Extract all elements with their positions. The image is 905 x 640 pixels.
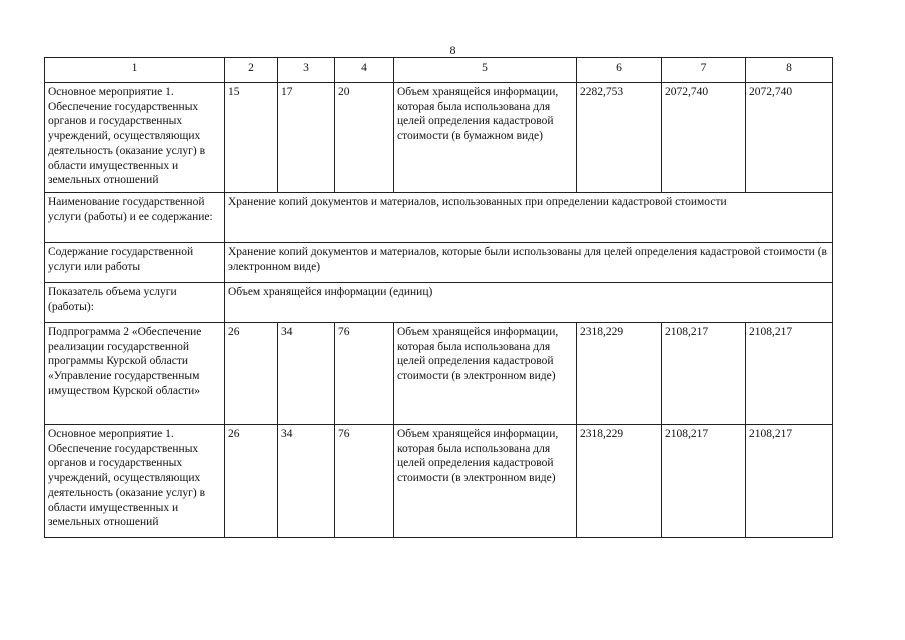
value-cell: 2108,217: [746, 425, 833, 538]
table-row: [45, 323, 833, 425]
value-cell: 34: [278, 323, 335, 425]
value-cell: 2108,217: [662, 425, 746, 538]
table-row: [45, 243, 833, 283]
row-label: Показатель объема услуги (работы):: [45, 283, 225, 323]
value-cell: 2282,753: [577, 83, 662, 193]
row-text: Объем хранящейся информации (единиц): [225, 283, 833, 323]
row-label: Наименование государственной услуги (работы) и ее содержание:: [45, 193, 225, 243]
value-cell: 2108,217: [746, 323, 833, 425]
table-row: [45, 283, 833, 323]
header-row: [45, 58, 833, 83]
indicator-cell: Объем хранящейся информации, которая была использована для целей определения кадастровой стоимости (в бумажном виде): [394, 83, 577, 193]
value-cell: 2318,229: [577, 323, 662, 425]
value-cell: 34: [278, 425, 335, 538]
value-cell: 26: [225, 323, 278, 425]
header-cell: 2: [225, 58, 278, 83]
activity-cell: Подпрограмма 2 «Обеспечение реализации государственной программы Курской области «Управление государственным имуществом Курской области»: [45, 323, 225, 425]
header-cell: 5: [394, 58, 577, 83]
value-cell: 15: [225, 83, 278, 193]
header-cell: 1: [45, 58, 225, 83]
value-cell: 2072,740: [746, 83, 833, 193]
header-cell: 8: [746, 58, 833, 83]
table-row: [45, 83, 833, 193]
page-number: 8: [449, 43, 456, 57]
activity-cell: Основное мероприятие 1. Обеспечение государственных органов и государственных учреждений, осуществляющих деятельность (оказание услуг) в области имущественных и земельных отношений: [45, 425, 225, 538]
header-cell: 4: [335, 58, 394, 83]
header-cell: 7: [662, 58, 746, 83]
activity-cell: Основное мероприятие 1. Обеспечение государственных органов и государственных учреждений, осуществляющих деятельность (оказание услуг) в области имущественных и земельных отношений: [45, 83, 225, 193]
value-cell: 17: [278, 83, 335, 193]
table-row: [45, 193, 833, 243]
value-cell: 20: [335, 83, 394, 193]
value-cell: 26: [225, 425, 278, 538]
value-cell: 76: [335, 425, 394, 538]
row-text: Хранение копий документов и материалов, которые были использованы для целей определения кадастровой стоимости (в электронном виде): [225, 243, 833, 283]
row-label: Содержание государственной услуги или работы: [45, 243, 225, 283]
value-cell: 76: [335, 323, 394, 425]
value-cell: 2072,740: [662, 83, 746, 193]
indicator-cell: Объем хранящейся информации, которая была использована для целей определения кадастровой стоимости (в электронном виде): [394, 425, 577, 538]
row-text: Хранение копий документов и материалов, использованных при определении кадастровой стоимости: [225, 193, 833, 243]
header-cell: 3: [278, 58, 335, 83]
header-cell: 6: [577, 58, 662, 83]
indicator-cell: Объем хранящейся информации, которая была использована для целей определения кадастровой стоимости (в электронном виде): [394, 323, 577, 425]
table-row: [45, 425, 833, 538]
value-cell: 2318,229: [577, 425, 662, 538]
data-table: [44, 57, 833, 538]
value-cell: 2108,217: [662, 323, 746, 425]
